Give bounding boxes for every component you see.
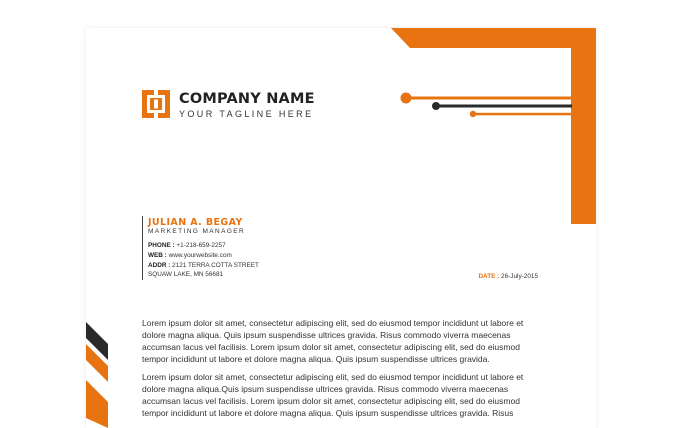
footer-stripe-decoration: [86, 318, 116, 428]
phone-line: [148, 242, 226, 249]
person-name: JULIAN A. BEGAY: [148, 217, 243, 228]
date-value: 26-July-2015: [501, 273, 538, 280]
connector-line-1: [406, 97, 576, 100]
letter-date: [478, 273, 538, 280]
phone-label: PHONE :: [148, 242, 175, 249]
company-tagline: YOUR TAGLINE HERE: [179, 109, 314, 119]
connector-line-3: [473, 113, 571, 116]
address-line-1: [148, 262, 259, 269]
body-paragraph-2: Lorem ipsum dolor sit amet, consectetur adipiscing elit, sed do eiusmod tempor incididunt ut labore et dolore magna aliqua.Quis ipsum suspendisse ultrices gravida. Risus commodo viverra maecenas accumsan lacus vel facilisis. Lorem ipsum dolor sit amet, consectetur adipiscing elit, sed do eiusmod tempor incididunt ut labore et dolore magna aliqua. Quis ipsum suspendisse ultrices gravida. Risus: [142, 372, 524, 418]
letterhead-page: [86, 28, 596, 428]
body-paragraph-1: Lorem ipsum dolor sit amet, consectetur adipiscing elit, sed do eiusmod tempor incididunt ut labore et dolore magna aliqua. Quis ipsum suspendisse ultrices gravida. Risus commodo viverra maecenas accumsan lacus vel facilisis. Lorem ipsum dolor sit amet, consectetur adipiscing elit, sed do eiusmod tempor incididunt ut labore et dolore magna aliqua. Quis ipsum suspendisse ultrices gravida.: [142, 318, 524, 364]
orange-stripe-2: [86, 380, 108, 428]
web-value: www.yourwebsite.com: [168, 252, 232, 259]
web-line: [148, 252, 232, 259]
person-role: MARKETING MANAGER: [148, 228, 246, 235]
company-logo-icon: [142, 90, 170, 118]
address-label: ADDR :: [148, 262, 171, 269]
web-label: WEB :: [148, 252, 167, 259]
company-name: COMPANY NAME: [179, 91, 315, 107]
address-line-2: [148, 271, 223, 278]
address-value-1: 2121 TERRA COTTA STREET: [172, 262, 259, 269]
connector-line-2: [436, 105, 572, 108]
orange-corner-shape: [391, 28, 596, 224]
header-corner-decoration: [386, 28, 596, 228]
date-label: DATE :: [478, 273, 500, 280]
phone-value: +1-218-659-2257: [176, 242, 226, 249]
address-value-2: SQUAW LAKE, MN 56681: [148, 271, 224, 278]
